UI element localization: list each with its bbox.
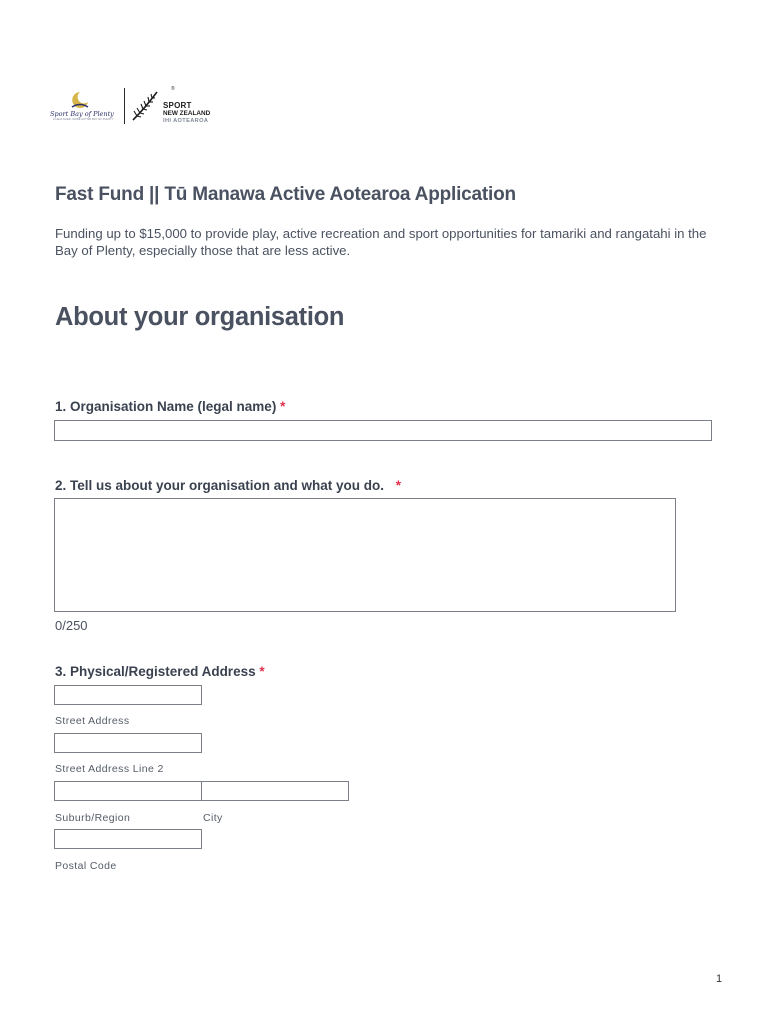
character-counter: 0/250 <box>55 618 88 633</box>
snz-line1: SPORT <box>163 101 192 110</box>
question-3-label <box>55 664 265 679</box>
sbop-moon-icon <box>68 90 92 110</box>
question-2-text: 2. Tell us about your organisation and what you do. <box>55 478 385 493</box>
postal-code-label: Postal Code <box>55 860 117 872</box>
sport-bay-of-plenty-logo <box>50 86 112 126</box>
city-label: City <box>203 812 223 824</box>
form-title: Fast Fund || Tū Manawa Active Aotearoa Application <box>55 184 516 205</box>
required-marker: * <box>395 478 402 493</box>
sport-nz-logo <box>161 86 221 126</box>
street-address-line2-input[interactable] <box>54 733 202 753</box>
city-input[interactable] <box>201 781 349 801</box>
silver-fern-icon <box>131 90 159 122</box>
form-description: Funding up to $15,000 to provide play, active recreation and sport opportunities for tamariki and rangatahi in the Bay of Plenty, especially those that are less active. <box>55 226 707 258</box>
section-title: About your organisation <box>55 303 345 331</box>
snz-line2: NEW ZEALAND <box>163 110 211 117</box>
postal-code-input[interactable] <box>54 829 202 849</box>
suburb-region-label: Suburb/Region <box>55 812 131 824</box>
required-marker: * <box>259 664 265 679</box>
logo-divider <box>124 88 125 124</box>
street-address-label: Street Address <box>55 715 130 727</box>
snz-line3: IHI AOTEAROA <box>163 118 209 124</box>
header-logos <box>50 84 221 128</box>
sbop-tagline: A HEALTHIER, MORE ACTIVE BAY OF PLENTY <box>53 118 114 121</box>
question-3-text: 3. Physical/Registered Address <box>55 664 256 679</box>
street-address-input[interactable] <box>54 685 202 705</box>
question-2-label <box>55 478 401 493</box>
sbop-name: Sport Bay of Plenty <box>50 110 114 118</box>
organisation-name-input[interactable] <box>54 420 712 441</box>
suburb-region-input[interactable] <box>54 781 202 801</box>
registered-mark: ® <box>171 86 175 92</box>
question-1-text: 1. Organisation Name (legal name) <box>55 399 277 414</box>
street-address-line2-label: Street Address Line 2 <box>55 763 164 775</box>
question-1-label <box>55 399 285 414</box>
required-marker: * <box>280 399 286 414</box>
organisation-description-textarea[interactable] <box>54 498 676 612</box>
page-number: 1 <box>716 973 723 985</box>
